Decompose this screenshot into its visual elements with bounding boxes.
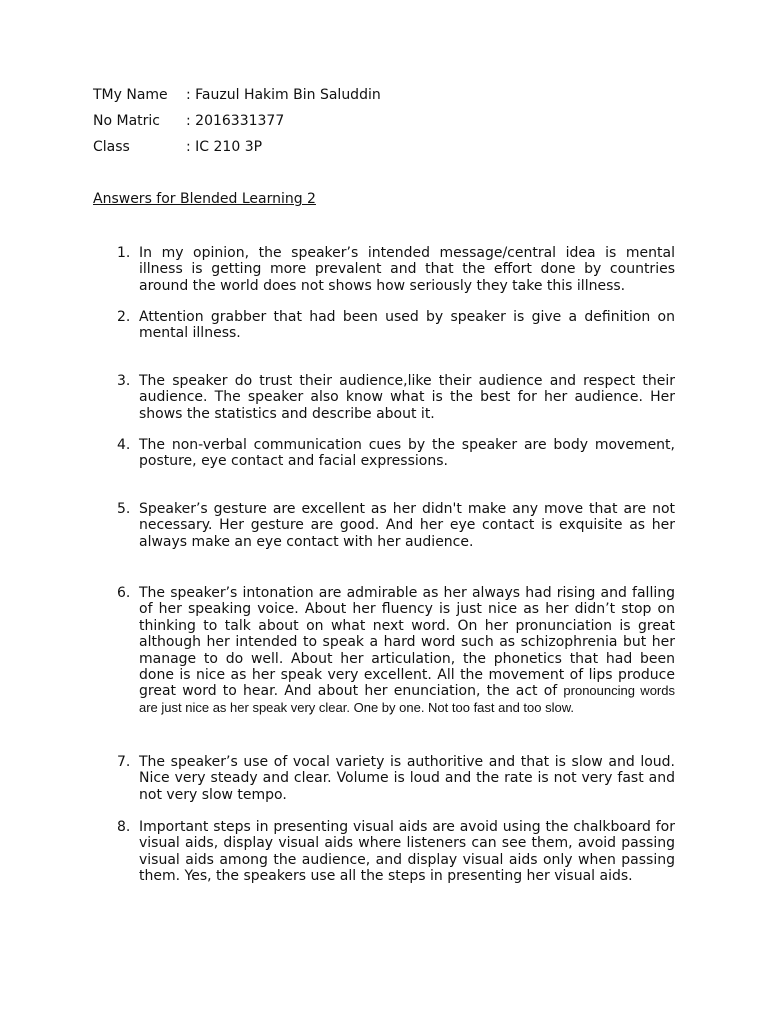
name-row — [93, 87, 381, 103]
answer-item-7 — [117, 754, 675, 803]
name-label: TMy Name — [93, 87, 168, 103]
name-value: : Fauzul Hakim Bin Saluddin — [186, 87, 381, 103]
class-label: Class — [93, 139, 130, 155]
answer-number: 8. — [117, 819, 131, 835]
class-value: : IC 210 3P — [186, 139, 263, 155]
matric-row — [93, 113, 284, 129]
answer-number: 7. — [117, 754, 131, 770]
class-row — [93, 139, 262, 155]
answer-text: Attention grabber that had been used by speaker is give a definition on mental illness. — [139, 309, 675, 342]
answer-text-tail: pronouncing words are just nice as her speak very clear. One by one. Not too fast and too slow. — [139, 683, 675, 715]
answer-text — [139, 585, 675, 716]
answer-text: Speaker’s gesture are excellent as her didn't make any move that are not necessary. Her gesture are good. And her eye contact is exquisite as her always make an eye contact with her audience. — [139, 501, 675, 550]
answer-item-2 — [117, 309, 675, 342]
answer-text: The speaker do trust their audience,like their audience and respect their audience. The speaker also know what is the best for her audience. Her shows the statistics and describe about it. — [139, 373, 675, 422]
answer-item-6 — [117, 585, 675, 716]
answer-text: The non-verbal communication cues by the speaker are body movement, posture, eye contact and facial expressions. — [139, 437, 675, 470]
answer-item-4 — [117, 437, 675, 470]
page-heading: Answers for Blended Learning 2 — [93, 191, 316, 207]
matric-label: No Matric — [93, 113, 160, 129]
answer-number: 4. — [117, 437, 131, 453]
answer-item-1 — [117, 245, 675, 294]
answer-item-5 — [117, 501, 675, 550]
answer-number: 1. — [117, 245, 131, 261]
answer-number: 3. — [117, 373, 131, 389]
answer-item-8 — [117, 819, 675, 885]
answer-number: 6. — [117, 585, 131, 601]
answer-text-main: The speaker’s intonation are admirable as her always had rising and falling of her speaking voice. About her fluency is just nice as her didn’t stop on thinking to talk about on what next word. On her pronunciation is great although her intended to speak a hard word such as schizophrenia but her manage to do well. About her articulation, the phonetics that had been done is nice as her speak very excellent. All the movement of lips produce great word to hear. And about her enunciation, the act of — [139, 585, 675, 700]
answer-text: In my opinion, the speaker’s intended message/central idea is mental illness is getting more prevalent and that the effort done by countries around the world does not shows how seriously they take this illness. — [139, 245, 675, 294]
answer-text: The speaker’s use of vocal variety is authoritive and that is slow and loud. Nice very steady and clear. Volume is loud and the rate is not very fast and not very slow tempo. — [139, 754, 675, 803]
answer-number: 5. — [117, 501, 131, 517]
matric-value: : 2016331377 — [186, 113, 285, 129]
answer-item-3 — [117, 373, 675, 422]
answer-number: 2. — [117, 309, 131, 325]
answer-text: Important steps in presenting visual aids are avoid using the chalkboard for visual aids, display visual aids where listeners can see them, avoid passing visual aids among the audience, and display visual aids only when passing them. Yes, the speakers use all the steps in presenting her visual aids. — [139, 819, 675, 885]
